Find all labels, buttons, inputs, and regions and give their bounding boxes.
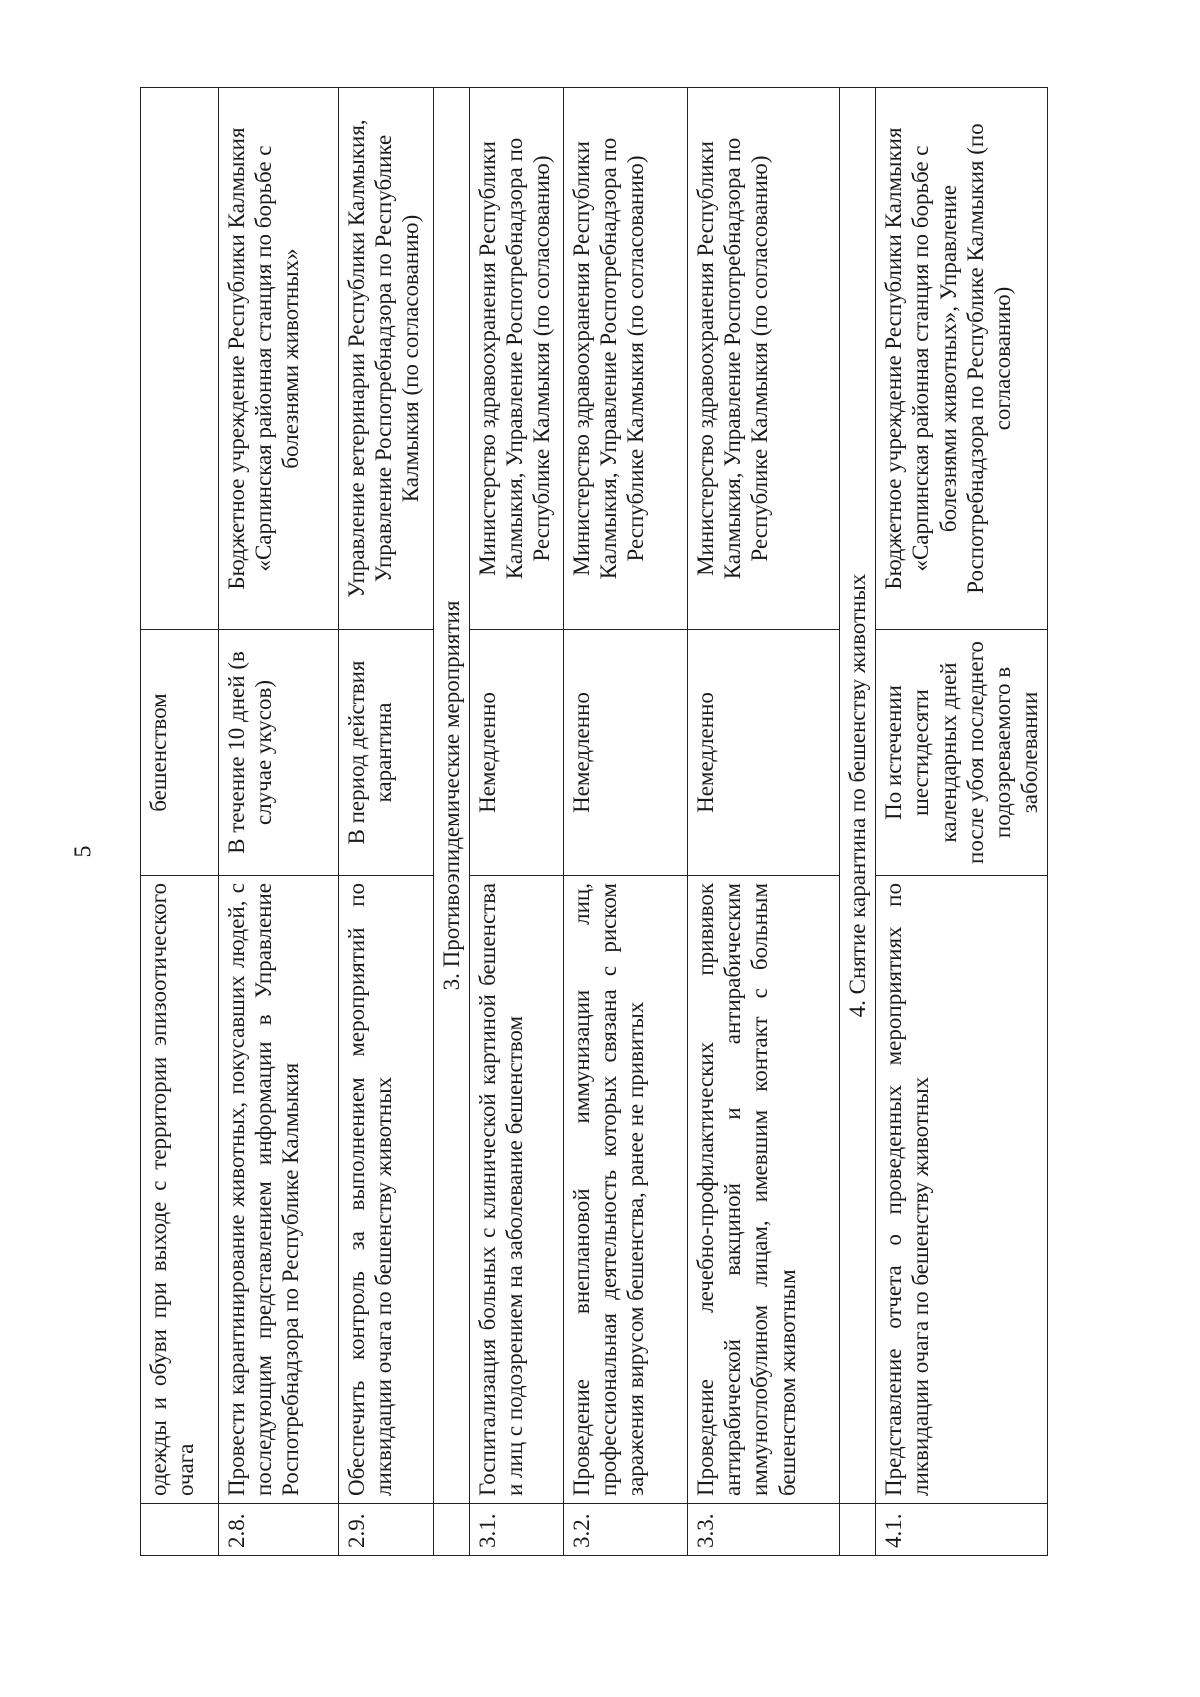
term-cell: Немедленно [470,630,564,876]
section-header-row [434,88,470,1556]
measure-cell: Госпитализация больных с клинической картиной бешенства и лиц с подозрением на заболевание бешенством [470,876,564,1504]
responsible-cell: Управление ветеринарии Республики Калмыкия, Управление Роспотребнадзора по Республике Калмыкия (по согласованию) [339,88,434,630]
term-cell: В течение 10 дней (в случае укусов) [219,630,339,876]
table-row [339,88,434,1556]
section-title: 4. Снятие карантина по бешенству животных [840,88,876,1504]
table-row [141,88,219,1556]
row-number: 3.3. [688,1504,840,1556]
page-number: 5 [70,845,97,858]
measure-cell: Проведение лечебно-профилактических прививок антирабической вакциной и антирабическим иммуноглобулином лицам, имевшим контакт с больным бешенством животным [688,876,840,1504]
section-title: 3. Противоэпидемические мероприятия [434,88,470,1504]
table-row [564,88,688,1556]
row-number: 3.2. [564,1504,688,1556]
rotated-page-content [140,88,1045,1556]
table-row [688,88,840,1556]
measure-cell: Проведение внеплановой иммунизации лиц, профессиональная деятельность которых связана с риском заражения вирусом бешенства, ранее не привитых [564,876,688,1504]
responsible-cell: Бюджетное учреждение Республики Калмыкия «Сарпинская районная станция по борьбе с болезнями животных», Управление Роспотребнадзора по Республике Калмыкия (по согласованию) [876,88,1048,630]
section-number-cell [840,1504,876,1556]
table-row [470,88,564,1556]
measure-cell: одежды и обуви при выходе с территории эпизоотического очага [141,876,219,1504]
term-cell: В период действия карантина [339,630,434,876]
measures-table [140,87,1048,1556]
measure-cell: Представление отчета о проведенных мероприятиях по ликвидации очага по бешенству животных [876,876,1048,1504]
term-cell: бешенством [141,630,219,876]
row-number: 3.1. [470,1504,564,1556]
term-cell: Немедленно [688,630,840,876]
row-number [141,1504,219,1556]
table-row [219,88,339,1556]
responsible-cell: Министерство здравоохранения Республики Калмыкия, Управление Роспотребнадзора по Республике Калмыкия (по согласованию) [688,88,840,630]
measure-cell: Обеспечить контроль за выполнением мероприятий по ликвидации очага по бешенству животных [339,876,434,1504]
responsible-cell [141,88,219,630]
responsible-cell: Министерство здравоохранения Республики Калмыкия, Управление Роспотребнадзора по Республике Калмыкия (по согласованию) [470,88,564,630]
section-header-row [840,88,876,1556]
row-number: 4.1. [876,1504,1048,1556]
measure-cell: Провести карантинирование животных, покусавших людей, с последующим представлением информации в Управление Роспотребнадзора по Республике Калмыкия [219,876,339,1504]
section-number-cell [434,1504,470,1556]
row-number: 2.9. [339,1504,434,1556]
responsible-cell: Бюджетное учреждение Республики Калмыкия «Сарпинская районная станция по борьбе с болезнями животных» [219,88,339,630]
table-row [876,88,1048,1556]
term-cell: Немедленно [564,630,688,876]
responsible-cell: Министерство здравоохранения Республики Калмыкия, Управление Роспотребнадзора по Республике Калмыкия (по согласованию) [564,88,688,630]
row-number: 2.8. [219,1504,339,1556]
term-cell: По истечении шестидесяти календарных дней после убоя последнего подозреваемого в заболевании [876,630,1048,876]
